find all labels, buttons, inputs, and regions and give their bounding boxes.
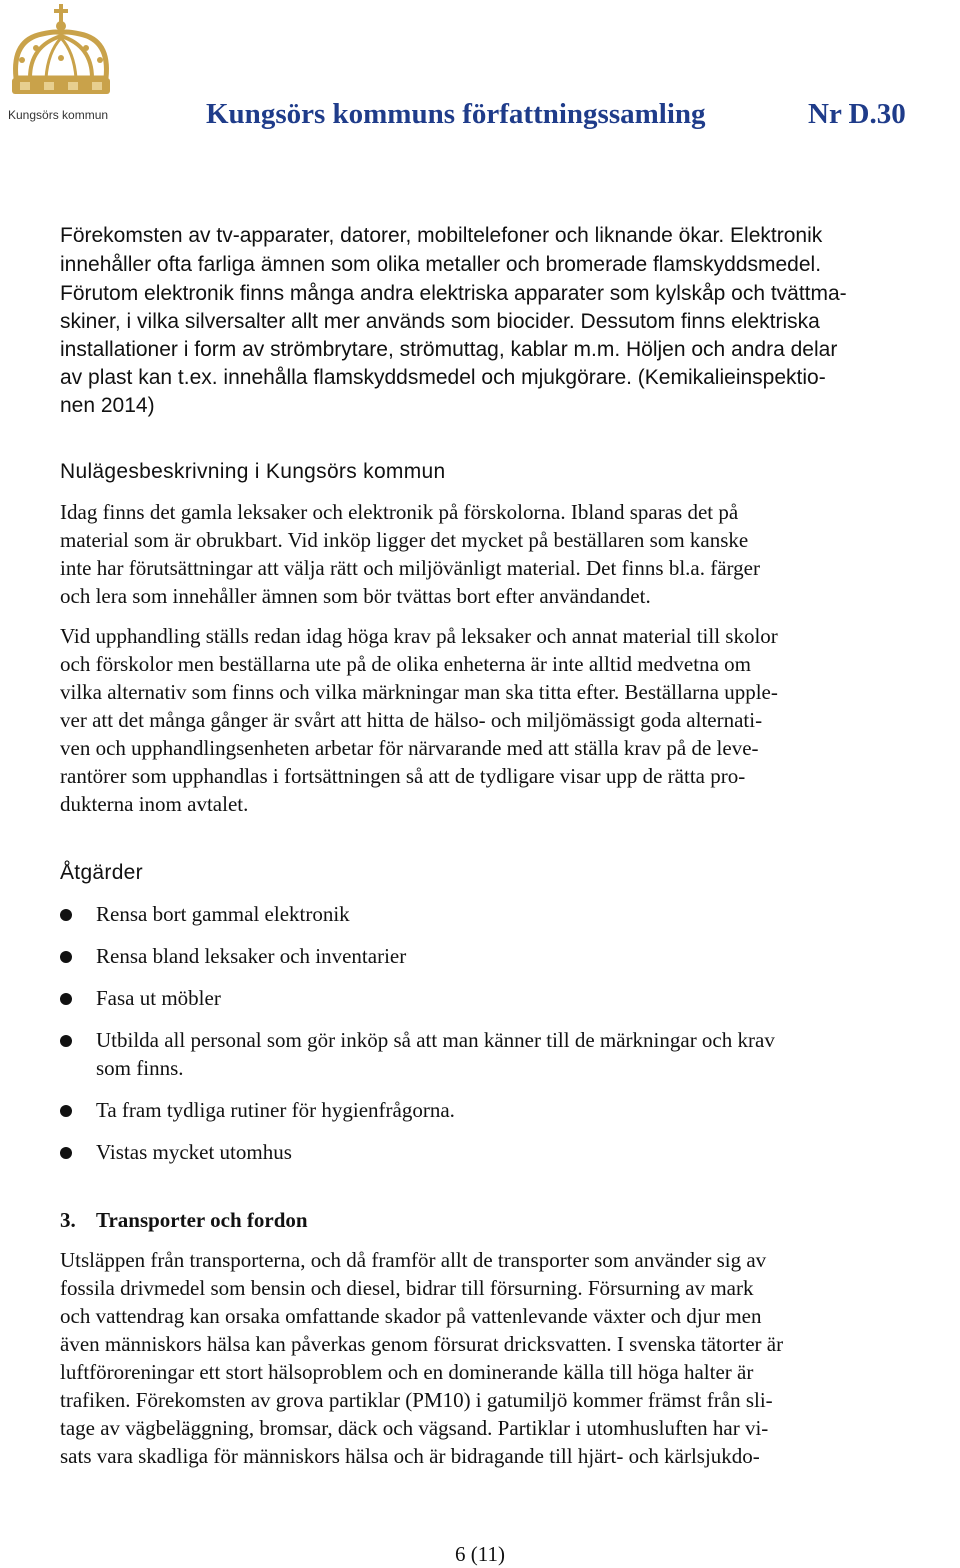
section-heading-actions: Åtgärder [60,861,143,884]
list-item: Utbilda all personal som gör inköp så att man känner till de märkningar och krav [96,1028,775,1052]
paragraph-line: trafiken. Förekomsten av grova partiklar (PM10) i gatumiljö kommer främst från sli- [60,1388,773,1412]
paragraph-line: ver att det många gånger är svårt att hitta de hälso- och miljömässigt goda alternati- [60,708,763,732]
list-item: Vistas mycket utomhus [96,1140,292,1164]
section-heading-status: Nulägesbeskrivning i Kungsörs kommun [60,460,446,483]
list-item: Fasa ut möbler [96,986,221,1010]
paragraph-line: innehåller ofta farliga ämnen som olika metaller och bromerade flamskyddsmedel. [60,253,822,276]
paragraph-line: vilka alternativ som finns och vilka märkningar man ska titta efter. Beställarna upple- [60,680,778,704]
paragraph-line: ven och upphandlingsenheten arbetar för närvarande med att ställa krav på de leve- [60,736,759,760]
section-number: 3. [60,1208,76,1232]
paragraph-line: tage av vägbeläggning, bromsar, däck och vägsand. Partiklar i utomhusluften har vi- [60,1416,769,1440]
logo-text: Kungsörs kommun [8,108,109,122]
paragraph-line: rantörer som upphandlas i fortsättningen så att de tydligare visar upp de rätta pro- [60,764,746,788]
paragraph-line: av plast kan t.ex. innehålla flamskyddsmedel och mjukgörare. (Kemikalieinspektio- [60,366,826,389]
bullet-dot-icon [60,1147,72,1159]
paragraph-line: material som är obrukbart. Vid inköp ligger det mycket på beställaren som kanske [60,528,749,552]
bullet-dot-icon [60,1105,72,1117]
paragraph-line: inte har förutsättningar att välja rätt och miljövänligt material. Det finns bl.a. färger [60,556,760,580]
paragraph-line: Utsläppen från transporterna, och då framför allt de transporter som använder sig av [60,1248,767,1272]
paragraph-line: fossila drivmedel som bensin och diesel, bidrar till försurning. Försurning av mark [60,1276,754,1300]
paragraph-line: installationer i form av strömbrytare, strömuttag, kablar m.m. Höljen och andra delar [60,338,838,361]
paragraph-line: nen 2014) [60,394,155,417]
paragraph-line: luftföroreningar ett stort hälsoproblem och en dominerande källa till höga halter är [60,1360,754,1384]
bullet-dot-icon [60,1035,72,1047]
paragraph-line: och förskolor men beställarna ute på de olika enheterna är inte alltid medvetna om [60,652,751,676]
paragraph-line: skiner, i vilka silversalter allt mer används som biocider. Dessutom finns elektriska [60,310,820,333]
list-item: Ta fram tydliga rutiner för hygienfrågorna. [96,1098,455,1122]
paragraph-line: Förekomsten av tv-apparater, datorer, mobiltelefoner och liknande ökar. Elektronik [60,224,823,247]
paragraph-line: dukterna inom avtalet. [60,792,249,816]
paragraph-line: Vid upphandling ställs redan idag höga krav på leksaker och annat material till skolor [60,624,778,648]
paragraph-line: Idag finns det gamla leksaker och elektronik på förskolorna. Ibland sparas det på [60,500,739,524]
bullet-dot-icon [60,993,72,1005]
list-item: Rensa bort gammal elektronik [96,902,350,926]
paragraph-line: och lera som innehåller ämnen som bör tvättas bort efter användandet. [60,584,651,608]
page-title: Kungsörs kommuns författningssamling [206,98,706,130]
document-number: Nr D.30 [808,98,906,130]
bullet-dot-icon [60,951,72,963]
page-number: 6 (11) [455,1542,505,1566]
section-heading-transport: Transporter och fordon [96,1208,308,1232]
crown-logo-icon [2,0,122,128]
list-item: Rensa bland leksaker och inventarier [96,944,407,968]
paragraph-line: även människors hälsa kan påverkas genom försurat dricksvatten. I svenska tätorter är [60,1332,784,1356]
paragraph-line: Förutom elektronik finns många andra elektriska apparater som kylskåp och tvättma- [60,282,847,305]
paragraph-line: sats vara skadliga för människors hälsa och är bidragande till hjärt- och kärlsjukdo- [60,1444,760,1468]
bullet-dot-icon [60,909,72,921]
list-item-continuation: som finns. [96,1056,184,1080]
paragraph-line: och vattendrag kan orsaka omfattande skador på vattenlevande växter och djur men [60,1304,762,1328]
